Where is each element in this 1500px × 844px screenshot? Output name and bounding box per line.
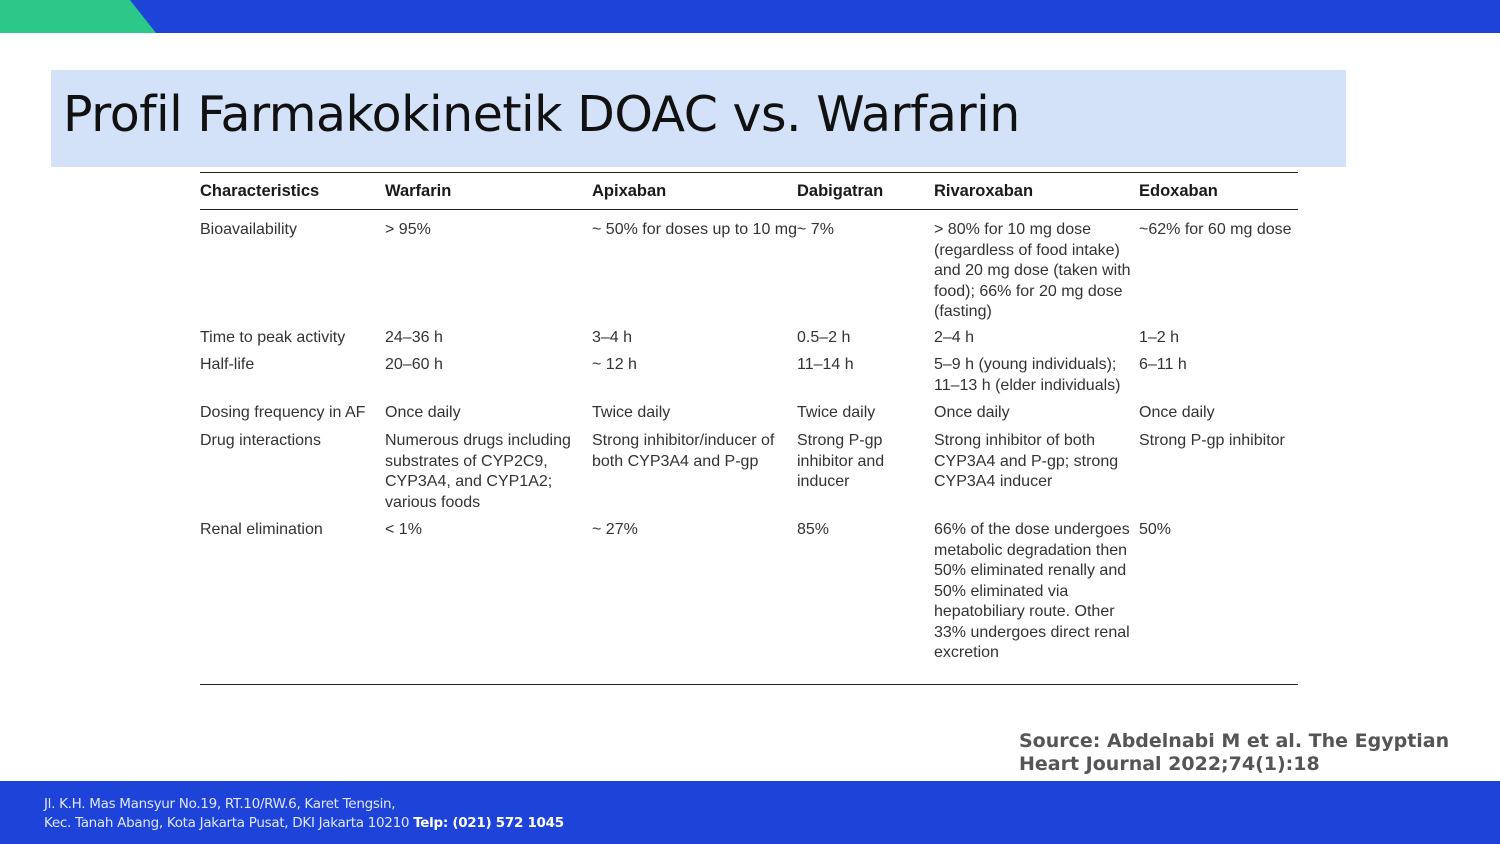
table-cell: Strong inhibitor of both CYP3A4 and P-gp; strong CYP3A4 inducer bbox=[934, 432, 1119, 490]
table-row bbox=[200, 355, 1298, 403]
table-cell: 5–9 h (young individuals); 11–13 h (elder individuals) bbox=[934, 356, 1121, 394]
table-cell: 0.5–2 h bbox=[797, 329, 851, 346]
row-label: Renal elimination bbox=[200, 521, 323, 538]
table-cell: 2–4 h bbox=[934, 329, 975, 346]
footer-phone: Telp: (021) 572 1045 bbox=[413, 815, 564, 831]
table-header-row bbox=[200, 173, 1298, 210]
table-cell: Numerous drugs including substrates of CYP2C9, CYP3A4, and CYP1A2; various foods bbox=[385, 432, 571, 511]
slide-title: Profil Farmakokinetik DOAC vs. Warfarin bbox=[63, 86, 1020, 143]
table-cell: Once daily bbox=[1139, 404, 1215, 421]
footer-address-line1: Jl. K.H. Mas Mansyur No.19, RT.10/RW.6, Karet Tengsin, bbox=[44, 796, 396, 812]
table-cell: ~ 50% for doses up to 10 mg bbox=[592, 221, 798, 238]
top-bar bbox=[0, 0, 1500, 33]
table-cell: Strong P-gp inhibitor bbox=[1139, 432, 1285, 449]
source-citation: Source: Abdelnabi M et al. The Egyptian Heart Journal 2022;74(1):18 bbox=[1019, 730, 1450, 775]
row-label: Dosing frequency in AF bbox=[200, 404, 366, 421]
table-cell: > 95% bbox=[385, 221, 431, 238]
top-accent-stripe bbox=[0, 0, 156, 33]
row-label: Drug interactions bbox=[200, 432, 321, 449]
table-row bbox=[200, 403, 1298, 431]
header-warfarin: Warfarin bbox=[385, 181, 452, 200]
header-apixaban: Apixaban bbox=[592, 181, 667, 200]
table-cell: ~62% for 60 mg dose bbox=[1139, 221, 1292, 238]
table-cell: 50% bbox=[1139, 521, 1172, 538]
row-label: Time to peak activity bbox=[200, 329, 346, 346]
table-row bbox=[200, 431, 1298, 520]
table-cell: ~ 12 h bbox=[592, 356, 637, 373]
table-cell: Once daily bbox=[934, 404, 1010, 421]
header-characteristics: Characteristics bbox=[200, 181, 320, 200]
table-cell: ~ 27% bbox=[592, 521, 638, 538]
header-dabigatran: Dabigatran bbox=[797, 181, 884, 200]
table-row bbox=[200, 328, 1298, 355]
table-cell: 6–11 h bbox=[1139, 356, 1187, 373]
footer-address bbox=[44, 795, 564, 833]
table-cell: Twice daily bbox=[797, 404, 876, 421]
table-cell: Once daily bbox=[385, 404, 461, 421]
table-cell: > 80% for 10 mg dose (regardless of food intake) and 20 mg dose (taken with food); 66% for 20 mg dose (fasting) bbox=[934, 221, 1131, 320]
table-cell: 24–36 h bbox=[385, 329, 443, 346]
table-cell: 11–14 h bbox=[797, 356, 854, 373]
footer-address-line2-wrap bbox=[44, 814, 564, 833]
table-cell: 3–4 h bbox=[592, 329, 633, 346]
table-cell: Strong P-gp inhibitor and inducer bbox=[797, 432, 885, 490]
header-edoxaban: Edoxaban bbox=[1139, 181, 1218, 200]
table-cell: 20–60 h bbox=[385, 356, 443, 373]
footer-address-line2: Kec. Tanah Abang, Kota Jakarta Pusat, DKI Jakarta 10210 bbox=[44, 815, 410, 831]
table-cell: 1–2 h bbox=[1139, 329, 1180, 346]
header-rivaroxaban: Rivaroxaban bbox=[934, 181, 1034, 200]
table-cell: Strong inhibitor/inducer of both CYP3A4 and P-gp bbox=[592, 432, 775, 470]
table-cell: 85% bbox=[797, 521, 830, 538]
table-row bbox=[200, 210, 1298, 329]
pharmacokinetics-table bbox=[200, 172, 1298, 685]
table-cell: < 1% bbox=[385, 521, 422, 538]
table-cell: Twice daily bbox=[592, 404, 671, 421]
title-band bbox=[51, 70, 1346, 167]
table-cell: 66% of the dose undergoes metabolic degradation then 50% eliminated renally and 50% eliminated via hepatobiliary route. Other 33% undergoes direct renal excretion bbox=[934, 521, 1130, 661]
row-label: Half-life bbox=[200, 356, 255, 373]
row-label: Bioavailability bbox=[200, 221, 297, 238]
table-row bbox=[200, 520, 1298, 685]
table-cell: ~ 7% bbox=[797, 221, 834, 238]
